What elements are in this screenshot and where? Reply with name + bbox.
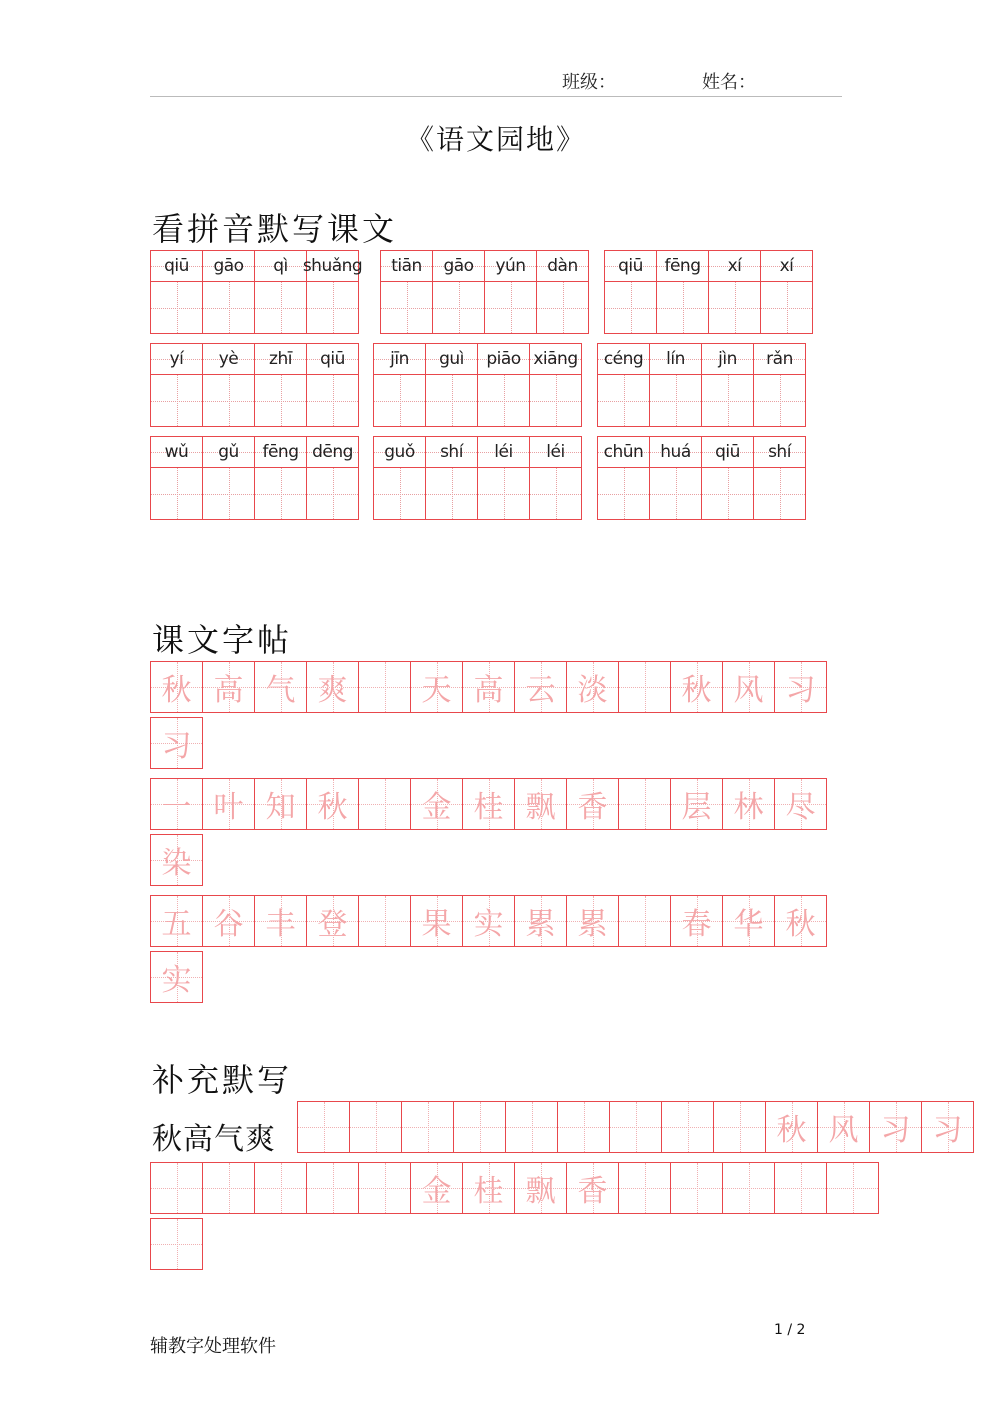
writing-cell[interactable]	[151, 718, 202, 768]
writing-cell[interactable]	[775, 662, 826, 712]
pinyin-text: piāo	[486, 349, 521, 369]
pinyin-group	[373, 436, 582, 520]
trace-character: 染	[161, 846, 192, 881]
writing-cell[interactable]	[775, 779, 826, 829]
pinyin-cell[interactable]	[307, 437, 358, 519]
trace-character: 高	[473, 673, 504, 708]
writing-cell[interactable]	[723, 779, 775, 829]
writing-cell[interactable]	[255, 1163, 307, 1213]
trace-character: 累	[525, 907, 556, 942]
trace-character: 丰	[265, 907, 296, 942]
writing-cell[interactable]	[619, 1163, 671, 1213]
pinyin-text: gāo	[213, 256, 244, 276]
writing-cell[interactable]	[766, 1102, 818, 1152]
writing-cell[interactable]	[567, 1163, 619, 1213]
pinyin-cell[interactable]	[702, 437, 754, 519]
writing-cell[interactable]	[922, 1102, 973, 1152]
writing-cell[interactable]	[298, 1102, 350, 1152]
pinyin-text: tiān	[391, 256, 422, 276]
writing-cell[interactable]	[714, 1102, 766, 1152]
trace-character: 桂	[473, 790, 504, 825]
pinyin-text: xí	[727, 256, 742, 276]
trace-character: 风	[733, 673, 764, 708]
writing-cell[interactable]	[610, 1102, 662, 1152]
writing-cell[interactable]	[359, 1163, 411, 1213]
pinyin-text: rǎn	[766, 349, 793, 369]
copybook-row	[150, 661, 827, 713]
trace-character: 秋	[681, 673, 712, 708]
trace-character: 谷	[213, 907, 244, 942]
trace-character: 登	[317, 907, 348, 942]
trace-character: 习	[785, 673, 816, 708]
pinyin-cell[interactable]	[598, 437, 650, 519]
writing-cell[interactable]	[350, 1102, 402, 1152]
writing-cell[interactable]	[671, 779, 723, 829]
copybook-row	[150, 717, 203, 769]
header-divider	[150, 96, 842, 97]
pinyin-cell[interactable]	[754, 344, 805, 426]
pinyin-text: céng	[603, 349, 644, 369]
trace-character: 金	[421, 1174, 452, 1209]
writing-cell[interactable]	[151, 1163, 203, 1213]
pinyin-text: shí	[768, 442, 791, 462]
pinyin-cell[interactable]	[485, 251, 537, 333]
writing-cell[interactable]	[515, 662, 567, 712]
pinyin-cell[interactable]	[605, 251, 657, 333]
writing-cell[interactable]	[203, 1163, 255, 1213]
writing-cell[interactable]	[619, 779, 671, 829]
pinyin-text: shuǎng	[302, 256, 363, 276]
trace-character: 华	[733, 907, 764, 942]
section-heading-pinyin: 看拼音默写课文	[152, 210, 398, 248]
pinyin-text: qiū	[164, 256, 189, 276]
trace-character: 层	[681, 790, 712, 825]
writing-cell[interactable]	[411, 896, 463, 946]
writing-cell[interactable]	[775, 1163, 827, 1213]
writing-cell[interactable]	[515, 779, 567, 829]
writing-cell[interactable]	[307, 779, 359, 829]
pinyin-text: chūn	[603, 442, 644, 462]
writing-cell[interactable]	[671, 1163, 723, 1213]
trace-character: 实	[161, 963, 192, 998]
writing-cell[interactable]	[454, 1102, 506, 1152]
supplement-row	[297, 1101, 974, 1153]
pinyin-cell[interactable]	[151, 344, 203, 426]
pinyin-group	[150, 250, 363, 334]
pinyin-text: guì	[439, 349, 464, 369]
writing-cell[interactable]	[151, 779, 203, 829]
writing-cell[interactable]	[671, 662, 723, 712]
pinyin-cell[interactable]	[203, 437, 255, 519]
writing-cell[interactable]	[558, 1102, 610, 1152]
trace-character: 叶	[213, 790, 244, 825]
writing-cell[interactable]	[619, 896, 671, 946]
page-number: 1 / 2	[774, 1322, 806, 1338]
pinyin-text: dàn	[547, 256, 578, 276]
pinyin-text: fēng	[664, 256, 701, 276]
pinyin-cell[interactable]	[537, 251, 588, 333]
pinyin-text: gǔ	[218, 442, 239, 462]
pinyin-cell[interactable]	[657, 251, 709, 333]
writing-cell[interactable]	[359, 896, 411, 946]
writing-cell[interactable]	[827, 1163, 878, 1213]
trace-character: 尽	[785, 790, 816, 825]
pinyin-text: guǒ	[384, 442, 415, 462]
pinyin-cell[interactable]	[381, 251, 433, 333]
page-title: 《语文园地》	[405, 123, 586, 156]
trace-character: 风	[828, 1113, 859, 1148]
writing-cell[interactable]	[775, 896, 826, 946]
supplement-row	[150, 1162, 879, 1214]
pinyin-cell[interactable]	[478, 437, 530, 519]
pinyin-text: yí	[169, 349, 184, 369]
trace-character: 气	[265, 673, 296, 708]
footer-text: 辅教字处理软件	[150, 1336, 276, 1357]
writing-cell[interactable]	[203, 779, 255, 829]
writing-cell[interactable]	[151, 896, 203, 946]
pinyin-cell[interactable]	[598, 344, 650, 426]
supplement-row	[150, 1218, 203, 1270]
pinyin-cell[interactable]	[761, 251, 812, 333]
writing-cell[interactable]	[411, 1163, 463, 1213]
writing-cell[interactable]	[818, 1102, 870, 1152]
writing-cell[interactable]	[402, 1102, 454, 1152]
pinyin-text: qiū	[320, 349, 345, 369]
writing-cell[interactable]	[723, 1163, 775, 1213]
copybook-row	[150, 834, 203, 886]
writing-cell[interactable]	[359, 662, 411, 712]
pinyin-text: qì	[273, 256, 288, 276]
writing-cell[interactable]	[662, 1102, 714, 1152]
writing-cell[interactable]	[506, 1102, 558, 1152]
pinyin-cell[interactable]	[426, 437, 478, 519]
pinyin-text: léi	[494, 442, 513, 462]
writing-cell[interactable]	[151, 1219, 202, 1269]
writing-cell[interactable]	[359, 779, 411, 829]
pinyin-group	[604, 250, 813, 334]
writing-cell[interactable]	[151, 835, 202, 885]
pinyin-cell[interactable]	[151, 251, 203, 333]
copybook-row	[150, 951, 203, 1003]
writing-cell[interactable]	[463, 662, 515, 712]
writing-cell[interactable]	[151, 662, 203, 712]
pinyin-cell[interactable]	[650, 437, 702, 519]
pinyin-cell[interactable]	[426, 344, 478, 426]
pinyin-cell[interactable]	[709, 251, 761, 333]
trace-character: 金	[421, 790, 452, 825]
trace-character: 一	[161, 790, 192, 825]
trace-character: 林	[733, 790, 764, 825]
trace-character: 累	[577, 907, 608, 942]
pinyin-group	[373, 343, 582, 427]
writing-cell[interactable]	[307, 896, 359, 946]
writing-cell[interactable]	[203, 896, 255, 946]
writing-cell[interactable]	[723, 662, 775, 712]
trace-character: 实	[473, 907, 504, 942]
writing-cell[interactable]	[671, 896, 723, 946]
trace-character: 秋	[161, 673, 192, 708]
writing-cell[interactable]	[203, 662, 255, 712]
trace-character: 香	[577, 790, 608, 825]
writing-cell[interactable]	[255, 779, 307, 829]
pinyin-text: wǔ	[164, 442, 189, 462]
writing-cell[interactable]	[255, 896, 307, 946]
pinyin-cell[interactable]	[530, 344, 581, 426]
trace-character: 云	[525, 673, 556, 708]
trace-character: 飘	[525, 1174, 556, 1209]
writing-cell[interactable]	[463, 779, 515, 829]
trace-character: 秋	[776, 1113, 807, 1148]
pinyin-cell[interactable]	[478, 344, 530, 426]
writing-cell[interactable]	[515, 896, 567, 946]
pinyin-cell[interactable]	[702, 344, 754, 426]
pinyin-group	[150, 343, 359, 427]
pinyin-text: jīn	[390, 349, 409, 369]
pinyin-cell[interactable]	[433, 251, 485, 333]
trace-character: 秋	[785, 907, 816, 942]
pinyin-cell[interactable]	[255, 437, 307, 519]
writing-cell[interactable]	[463, 1163, 515, 1213]
pinyin-text: yún	[495, 256, 526, 276]
writing-cell[interactable]	[411, 662, 463, 712]
trace-character: 果	[421, 907, 452, 942]
writing-cell[interactable]	[151, 952, 202, 1002]
trace-character: 天	[421, 673, 452, 708]
pinyin-text: huá	[660, 442, 691, 462]
copybook-row	[150, 895, 827, 947]
writing-cell[interactable]	[619, 662, 671, 712]
pinyin-text: qiū	[618, 256, 643, 276]
pinyin-text: gāo	[443, 256, 474, 276]
writing-cell[interactable]	[567, 896, 619, 946]
pinyin-cell[interactable]	[255, 251, 307, 333]
pinyin-text: léi	[546, 442, 565, 462]
writing-cell[interactable]	[307, 662, 359, 712]
trace-character: 香	[577, 1174, 608, 1209]
pinyin-cell[interactable]	[374, 437, 426, 519]
trace-character: 秋	[317, 790, 348, 825]
trace-character: 习	[880, 1113, 911, 1148]
trace-character: 爽	[317, 673, 348, 708]
copybook-row	[150, 778, 827, 830]
trace-character: 习	[932, 1113, 963, 1148]
writing-cell[interactable]	[567, 662, 619, 712]
class-label: 班级：	[562, 72, 616, 93]
pinyin-text: fēng	[262, 442, 299, 462]
name-label: 姓名：	[702, 72, 756, 93]
trace-character: 习	[161, 729, 192, 764]
trace-character: 桂	[473, 1174, 504, 1209]
section-heading-copybook: 课文字帖	[152, 621, 293, 659]
writing-cell[interactable]	[255, 662, 307, 712]
writing-cell[interactable]	[567, 779, 619, 829]
pinyin-cell[interactable]	[650, 344, 702, 426]
pinyin-text: zhī	[269, 349, 292, 369]
pinyin-group	[597, 436, 806, 520]
pinyin-group	[597, 343, 806, 427]
pinyin-cell[interactable]	[754, 437, 805, 519]
trace-character: 飘	[525, 790, 556, 825]
pinyin-text: qiū	[715, 442, 740, 462]
pinyin-text: xiāng	[533, 349, 578, 369]
pinyin-cell[interactable]	[302, 251, 363, 333]
writing-cell[interactable]	[515, 1163, 567, 1213]
trace-character: 高	[213, 673, 244, 708]
pinyin-text: yè	[218, 349, 239, 369]
supplement-hint: 秋高气爽	[152, 1122, 276, 1157]
pinyin-text: lín	[666, 349, 685, 369]
pinyin-cell[interactable]	[151, 437, 203, 519]
writing-cell[interactable]	[870, 1102, 922, 1152]
pinyin-text: xí	[779, 256, 794, 276]
pinyin-text: dēng	[312, 442, 353, 462]
trace-character: 知	[265, 790, 296, 825]
trace-character: 淡	[577, 673, 608, 708]
pinyin-cell[interactable]	[255, 344, 307, 426]
trace-character: 五	[161, 907, 192, 942]
pinyin-cell[interactable]	[374, 344, 426, 426]
writing-cell[interactable]	[723, 896, 775, 946]
pinyin-text: jìn	[718, 349, 737, 369]
writing-cell[interactable]	[411, 779, 463, 829]
pinyin-cell[interactable]	[307, 344, 358, 426]
writing-cell[interactable]	[463, 896, 515, 946]
writing-cell[interactable]	[307, 1163, 359, 1213]
trace-character: 春	[681, 907, 712, 942]
pinyin-cell[interactable]	[203, 251, 255, 333]
pinyin-group	[380, 250, 589, 334]
pinyin-cell[interactable]	[203, 344, 255, 426]
pinyin-group	[150, 436, 359, 520]
section-heading-supplement: 补充默写	[152, 1061, 293, 1099]
pinyin-cell[interactable]	[530, 437, 581, 519]
pinyin-text: shí	[440, 442, 463, 462]
